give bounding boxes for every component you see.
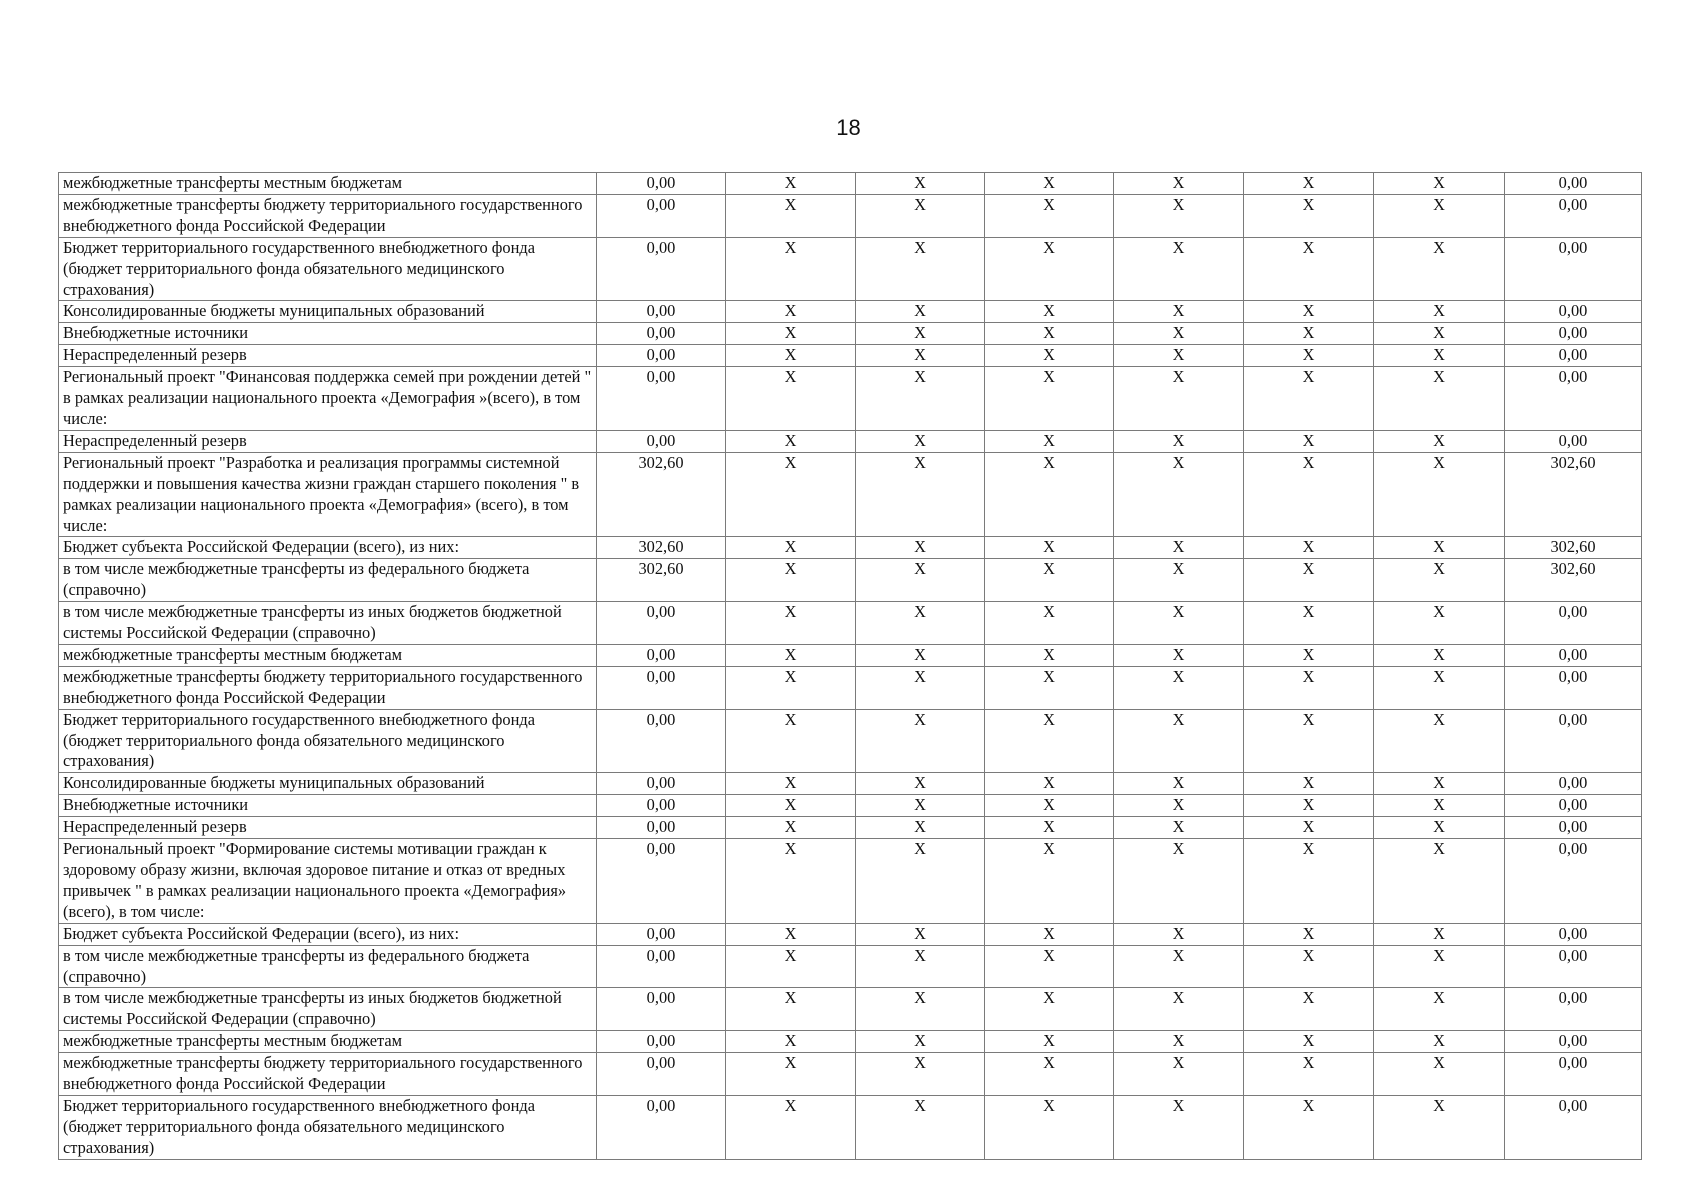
row-mark-cell: X [856, 430, 985, 452]
row-last-value: 0,00 [1505, 839, 1642, 924]
table-row [59, 237, 1642, 301]
row-first-value: 0,00 [597, 666, 726, 709]
row-mark-cell: X [726, 345, 856, 367]
row-last-value: 0,00 [1505, 709, 1642, 773]
row-mark-cell: X [856, 945, 985, 988]
row-mark-cell: X [856, 537, 985, 559]
table-row [59, 1031, 1642, 1053]
table-row [59, 666, 1642, 709]
row-last-value: 0,00 [1505, 602, 1642, 645]
row-mark-cell: X [985, 559, 1114, 602]
row-label: в том числе межбюджетные трансферты из федерального бюджета (справочно) [59, 945, 597, 988]
row-mark-cell: X [1374, 559, 1505, 602]
row-mark-cell: X [726, 559, 856, 602]
row-last-value: 0,00 [1505, 773, 1642, 795]
row-label: Нераспределенный резерв [59, 430, 597, 452]
row-first-value: 302,60 [597, 452, 726, 537]
row-label: Нераспределенный резерв [59, 345, 597, 367]
row-mark-cell: X [726, 367, 856, 431]
row-last-value: 0,00 [1505, 795, 1642, 817]
row-mark-cell: X [856, 773, 985, 795]
row-mark-cell: X [985, 923, 1114, 945]
row-mark-cell: X [856, 1031, 985, 1053]
row-mark-cell: X [726, 452, 856, 537]
row-label: в том числе межбюджетные трансферты из иных бюджетов бюджетной системы Российской Федерации (справочно) [59, 602, 597, 645]
table-row [59, 773, 1642, 795]
row-mark-cell: X [1374, 537, 1505, 559]
row-mark-cell: X [1114, 430, 1244, 452]
row-mark-cell: X [856, 173, 985, 195]
row-mark-cell: X [1114, 345, 1244, 367]
row-mark-cell: X [726, 173, 856, 195]
row-mark-cell: X [1374, 323, 1505, 345]
row-mark-cell: X [856, 988, 985, 1031]
row-mark-cell: X [1114, 559, 1244, 602]
row-mark-cell: X [1114, 194, 1244, 237]
row-mark-cell: X [1374, 945, 1505, 988]
row-label: Бюджет территориального государственного внебюджетного фонда (бюджет территориального фонда обязательного медицинского страхования) [59, 709, 597, 773]
row-label: Бюджет субъекта Российской Федерации (всего), из них: [59, 537, 597, 559]
row-mark-cell: X [1114, 839, 1244, 924]
table-row [59, 709, 1642, 773]
row-mark-cell: X [985, 537, 1114, 559]
row-mark-cell: X [1374, 173, 1505, 195]
row-mark-cell: X [1244, 237, 1374, 301]
table-row [59, 923, 1642, 945]
row-mark-cell: X [985, 817, 1114, 839]
row-last-value: 302,60 [1505, 452, 1642, 537]
row-mark-cell: X [856, 367, 985, 431]
row-label: в том числе межбюджетные трансферты из иных бюджетов бюджетной системы Российской Федерации (справочно) [59, 988, 597, 1031]
row-label: межбюджетные трансферты местным бюджетам [59, 173, 597, 195]
row-mark-cell: X [1114, 237, 1244, 301]
row-first-value: 0,00 [597, 795, 726, 817]
row-mark-cell: X [985, 1095, 1114, 1159]
row-mark-cell: X [1374, 345, 1505, 367]
table-row [59, 345, 1642, 367]
row-first-value: 302,60 [597, 559, 726, 602]
row-first-value: 0,00 [597, 945, 726, 988]
row-label: межбюджетные трансферты бюджету территориального государственного внебюджетного фонда Российской Федерации [59, 194, 597, 237]
row-mark-cell: X [985, 1053, 1114, 1096]
row-mark-cell: X [1244, 945, 1374, 988]
row-mark-cell: X [1114, 817, 1244, 839]
row-mark-cell: X [726, 1031, 856, 1053]
row-last-value: 0,00 [1505, 1095, 1642, 1159]
row-last-value: 0,00 [1505, 988, 1642, 1031]
row-mark-cell: X [1244, 839, 1374, 924]
row-label: Нераспределенный резерв [59, 817, 597, 839]
row-mark-cell: X [856, 237, 985, 301]
row-first-value: 0,00 [597, 345, 726, 367]
row-mark-cell: X [1374, 773, 1505, 795]
row-mark-cell: X [985, 194, 1114, 237]
row-mark-cell: X [985, 839, 1114, 924]
row-mark-cell: X [1244, 817, 1374, 839]
row-mark-cell: X [726, 923, 856, 945]
row-first-value: 0,00 [597, 988, 726, 1031]
row-first-value: 0,00 [597, 237, 726, 301]
row-mark-cell: X [1374, 367, 1505, 431]
row-mark-cell: X [985, 795, 1114, 817]
row-mark-cell: X [1244, 301, 1374, 323]
row-mark-cell: X [985, 773, 1114, 795]
table-row [59, 1095, 1642, 1159]
row-mark-cell: X [1374, 1031, 1505, 1053]
row-mark-cell: X [726, 644, 856, 666]
row-mark-cell: X [1114, 644, 1244, 666]
row-mark-cell: X [1374, 666, 1505, 709]
row-mark-cell: X [856, 923, 985, 945]
row-mark-cell: X [1114, 988, 1244, 1031]
row-mark-cell: X [985, 945, 1114, 988]
row-mark-cell: X [985, 666, 1114, 709]
row-last-value: 302,60 [1505, 559, 1642, 602]
row-mark-cell: X [985, 602, 1114, 645]
table-row [59, 644, 1642, 666]
row-mark-cell: X [985, 988, 1114, 1031]
row-mark-cell: X [1374, 237, 1505, 301]
row-first-value: 0,00 [597, 602, 726, 645]
row-mark-cell: X [856, 644, 985, 666]
table-row [59, 795, 1642, 817]
row-label: Региональный проект "Финансовая поддержка семей при рождении детей " в рамках реализации национального проекта «Демография »(всего), в том числе: [59, 367, 597, 431]
row-last-value: 0,00 [1505, 1053, 1642, 1096]
table-row [59, 367, 1642, 431]
row-mark-cell: X [856, 194, 985, 237]
table-row [59, 537, 1642, 559]
row-mark-cell: X [1244, 430, 1374, 452]
row-label: Бюджет территориального государственного внебюджетного фонда (бюджет территориального фонда обязательного медицинского страхования) [59, 237, 597, 301]
row-mark-cell: X [1244, 988, 1374, 1031]
row-last-value: 0,00 [1505, 367, 1642, 431]
table-row [59, 559, 1642, 602]
row-mark-cell: X [1374, 839, 1505, 924]
table-row [59, 173, 1642, 195]
row-mark-cell: X [1244, 559, 1374, 602]
row-mark-cell: X [856, 795, 985, 817]
row-mark-cell: X [1114, 666, 1244, 709]
row-mark-cell: X [856, 817, 985, 839]
row-mark-cell: X [1114, 173, 1244, 195]
table-row [59, 194, 1642, 237]
row-mark-cell: X [1374, 644, 1505, 666]
row-first-value: 0,00 [597, 1031, 726, 1053]
budget-table-body [59, 173, 1642, 1160]
row-mark-cell: X [985, 709, 1114, 773]
row-mark-cell: X [856, 839, 985, 924]
row-first-value: 0,00 [597, 323, 726, 345]
row-first-value: 0,00 [597, 644, 726, 666]
table-row [59, 323, 1642, 345]
row-mark-cell: X [1114, 323, 1244, 345]
row-mark-cell: X [726, 537, 856, 559]
row-last-value: 0,00 [1505, 345, 1642, 367]
row-mark-cell: X [1244, 644, 1374, 666]
row-mark-cell: X [1244, 345, 1374, 367]
row-mark-cell: X [726, 773, 856, 795]
row-mark-cell: X [1374, 795, 1505, 817]
table-row [59, 301, 1642, 323]
row-mark-cell: X [1244, 367, 1374, 431]
row-label: Региональный проект "Разработка и реализация программы системной поддержки и повышения качества жизни граждан старшего поколения " в рамках реализации национального проекта «Демография» (всего), в том числе: [59, 452, 597, 537]
row-mark-cell: X [985, 237, 1114, 301]
row-label: Внебюджетные источники [59, 323, 597, 345]
row-label: Бюджет субъекта Российской Федерации (всего), из них: [59, 923, 597, 945]
row-first-value: 0,00 [597, 1053, 726, 1096]
row-mark-cell: X [1114, 1095, 1244, 1159]
table-row [59, 430, 1642, 452]
row-label: Внебюджетные источники [59, 795, 597, 817]
row-mark-cell: X [1114, 301, 1244, 323]
row-mark-cell: X [1374, 988, 1505, 1031]
row-mark-cell: X [1114, 795, 1244, 817]
row-mark-cell: X [1244, 194, 1374, 237]
row-mark-cell: X [1244, 923, 1374, 945]
row-mark-cell: X [726, 817, 856, 839]
row-mark-cell: X [985, 452, 1114, 537]
row-last-value: 0,00 [1505, 666, 1642, 709]
row-mark-cell: X [856, 1053, 985, 1096]
row-last-value: 0,00 [1505, 817, 1642, 839]
row-mark-cell: X [726, 323, 856, 345]
row-last-value: 0,00 [1505, 237, 1642, 301]
row-mark-cell: X [726, 1053, 856, 1096]
row-mark-cell: X [726, 194, 856, 237]
row-mark-cell: X [1114, 709, 1244, 773]
row-mark-cell: X [1114, 602, 1244, 645]
budget-table [58, 172, 1642, 1160]
row-mark-cell: X [985, 430, 1114, 452]
row-first-value: 302,60 [597, 537, 726, 559]
row-mark-cell: X [1114, 1031, 1244, 1053]
row-label: Консолидированные бюджеты муниципальных образований [59, 773, 597, 795]
row-mark-cell: X [726, 666, 856, 709]
row-mark-cell: X [726, 988, 856, 1031]
row-first-value: 0,00 [597, 709, 726, 773]
row-mark-cell: X [1374, 430, 1505, 452]
row-mark-cell: X [1114, 773, 1244, 795]
row-mark-cell: X [1374, 923, 1505, 945]
row-first-value: 0,00 [597, 367, 726, 431]
table-row [59, 839, 1642, 924]
row-mark-cell: X [985, 345, 1114, 367]
row-mark-cell: X [726, 795, 856, 817]
row-first-value: 0,00 [597, 301, 726, 323]
row-mark-cell: X [1374, 1053, 1505, 1096]
row-mark-cell: X [726, 602, 856, 645]
row-last-value: 0,00 [1505, 173, 1642, 195]
row-mark-cell: X [1374, 709, 1505, 773]
row-last-value: 0,00 [1505, 923, 1642, 945]
row-label: межбюджетные трансферты бюджету территориального государственного внебюджетного фонда Российской Федерации [59, 666, 597, 709]
row-mark-cell: X [1244, 795, 1374, 817]
row-mark-cell: X [856, 666, 985, 709]
row-first-value: 0,00 [597, 817, 726, 839]
row-last-value: 0,00 [1505, 1031, 1642, 1053]
row-last-value: 0,00 [1505, 945, 1642, 988]
table-row [59, 817, 1642, 839]
row-mark-cell: X [1244, 173, 1374, 195]
row-mark-cell: X [1244, 773, 1374, 795]
row-mark-cell: X [1114, 1053, 1244, 1096]
row-mark-cell: X [1114, 923, 1244, 945]
table-row [59, 452, 1642, 537]
row-last-value: 0,00 [1505, 301, 1642, 323]
row-mark-cell: X [726, 301, 856, 323]
row-mark-cell: X [726, 709, 856, 773]
row-first-value: 0,00 [597, 839, 726, 924]
page-number: 18 [836, 115, 861, 140]
row-first-value: 0,00 [597, 1095, 726, 1159]
row-mark-cell: X [1244, 323, 1374, 345]
row-label: межбюджетные трансферты местным бюджетам [59, 1031, 597, 1053]
row-mark-cell: X [985, 173, 1114, 195]
row-mark-cell: X [1114, 367, 1244, 431]
row-last-value: 302,60 [1505, 537, 1642, 559]
table-row [59, 988, 1642, 1031]
row-mark-cell: X [1244, 537, 1374, 559]
row-label: межбюджетные трансферты местным бюджетам [59, 644, 597, 666]
row-first-value: 0,00 [597, 773, 726, 795]
row-mark-cell: X [726, 945, 856, 988]
row-first-value: 0,00 [597, 194, 726, 237]
row-last-value: 0,00 [1505, 644, 1642, 666]
row-mark-cell: X [1374, 602, 1505, 645]
row-mark-cell: X [985, 644, 1114, 666]
row-mark-cell: X [1374, 194, 1505, 237]
row-mark-cell: X [985, 367, 1114, 431]
row-mark-cell: X [726, 430, 856, 452]
row-first-value: 0,00 [597, 430, 726, 452]
row-mark-cell: X [856, 323, 985, 345]
row-first-value: 0,00 [597, 923, 726, 945]
row-mark-cell: X [1374, 1095, 1505, 1159]
table-row [59, 945, 1642, 988]
row-mark-cell: X [1114, 452, 1244, 537]
row-label: Бюджет территориального государственного внебюджетного фонда (бюджет территориального фонда обязательного медицинского страхования) [59, 1095, 597, 1159]
row-mark-cell: X [1244, 1053, 1374, 1096]
row-mark-cell: X [856, 452, 985, 537]
row-mark-cell: X [1244, 1031, 1374, 1053]
row-mark-cell: X [856, 602, 985, 645]
row-mark-cell: X [856, 559, 985, 602]
row-label: в том числе межбюджетные трансферты из федерального бюджета (справочно) [59, 559, 597, 602]
row-mark-cell: X [1244, 709, 1374, 773]
row-last-value: 0,00 [1505, 194, 1642, 237]
row-mark-cell: X [1114, 537, 1244, 559]
row-mark-cell: X [1244, 666, 1374, 709]
row-mark-cell: X [985, 301, 1114, 323]
row-mark-cell: X [856, 301, 985, 323]
row-mark-cell: X [726, 1095, 856, 1159]
row-last-value: 0,00 [1505, 323, 1642, 345]
row-label: межбюджетные трансферты бюджету территориального государственного внебюджетного фонда Российской Федерации [59, 1053, 597, 1096]
row-mark-cell: X [726, 839, 856, 924]
row-mark-cell: X [1244, 1095, 1374, 1159]
row-label: Консолидированные бюджеты муниципальных образований [59, 301, 597, 323]
row-mark-cell: X [856, 345, 985, 367]
row-mark-cell: X [1244, 452, 1374, 537]
table-row [59, 1053, 1642, 1096]
row-mark-cell: X [985, 323, 1114, 345]
table-row [59, 602, 1642, 645]
row-first-value: 0,00 [597, 173, 726, 195]
row-mark-cell: X [1114, 945, 1244, 988]
row-mark-cell: X [856, 709, 985, 773]
row-last-value: 0,00 [1505, 430, 1642, 452]
row-mark-cell: X [985, 1031, 1114, 1053]
row-label: Региональный проект "Формирование системы мотивации граждан к здоровому образу жизни, включая здоровое питание и отказ от вредных привычек " в рамках реализации национального проекта «Демография» (всего), в том числе: [59, 839, 597, 924]
row-mark-cell: X [856, 1095, 985, 1159]
row-mark-cell: X [1244, 602, 1374, 645]
row-mark-cell: X [1374, 817, 1505, 839]
row-mark-cell: X [1374, 452, 1505, 537]
row-mark-cell: X [726, 237, 856, 301]
row-mark-cell: X [1374, 301, 1505, 323]
